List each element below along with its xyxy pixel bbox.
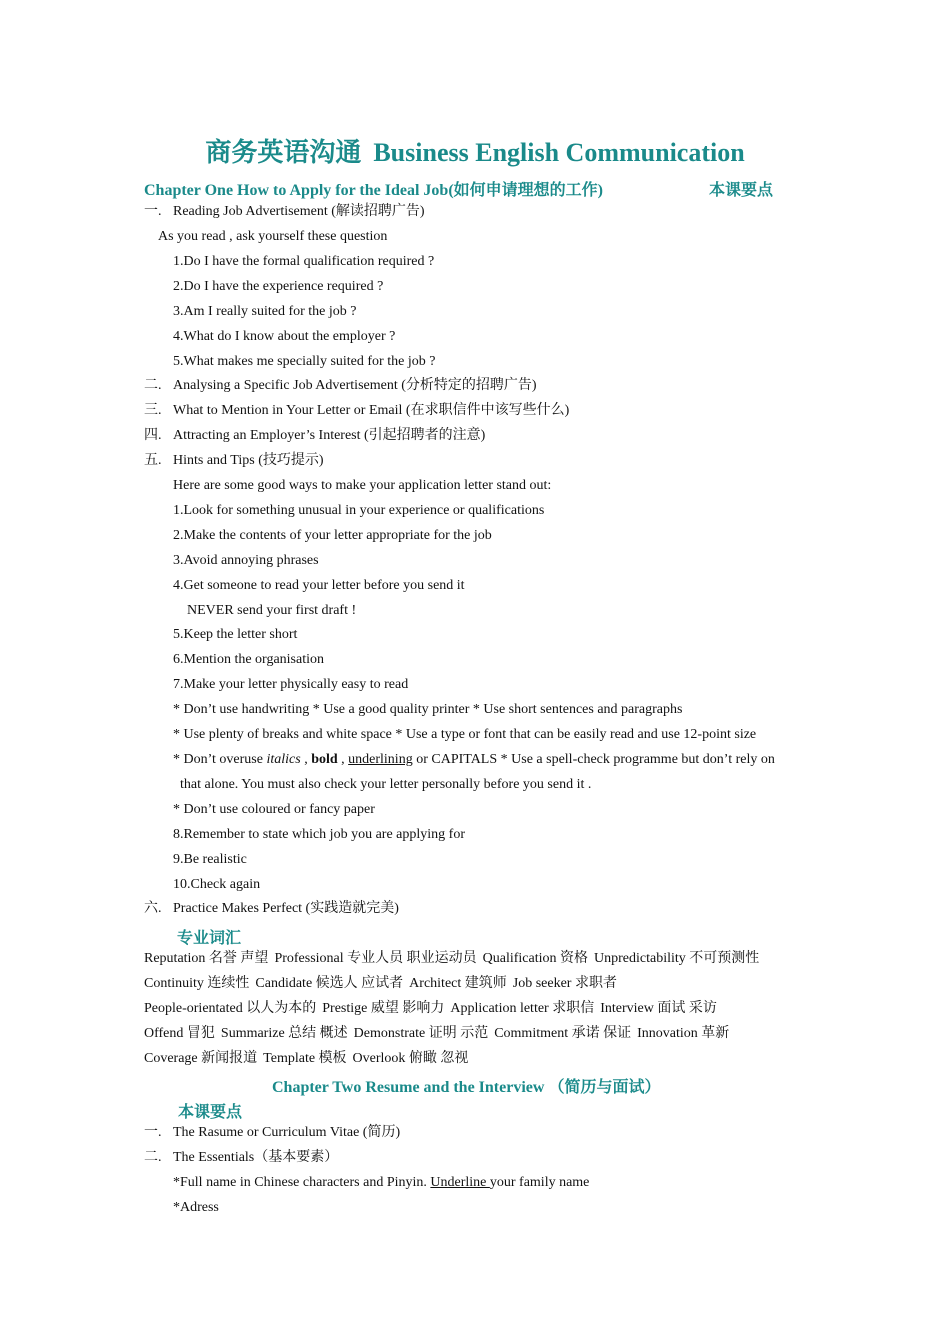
vocab-heading: 专业词汇: [177, 930, 242, 947]
tips-intro: Here are some good ways to make your application letter stand out:: [173, 478, 552, 493]
vocab-row: Offend 冒犯 Summarize 总结 概述 Demonstrate 证明 示范 Commitment 承诺 保证 Innovation 革新: [144, 1026, 730, 1041]
title-english: Business English Communication: [373, 138, 745, 167]
tip-item: 3.Avoid annoying phrases: [173, 553, 319, 568]
ch2-section-1: 一. The Rasume or Curriculum Vitae (简历): [144, 1125, 401, 1140]
tip-item: 2.Make the contents of your letter appropriate for the job: [173, 528, 492, 543]
tip-item: 10.Check again: [173, 877, 261, 892]
section-2: 二. Analysing a Specific Job Advertisement (分析特定的招聘广告): [144, 378, 537, 393]
title-chinese: 商务英语沟通: [205, 138, 362, 167]
tip-item: 5.Keep the letter short: [173, 627, 298, 642]
tip-item: 8.Remember to state which job you are applying for: [173, 827, 465, 842]
vocab-row: Coverage 新闻报道 Template 模板 Overlook 俯瞰 忽视: [144, 1051, 469, 1066]
tip-item: 9.Be realistic: [173, 852, 247, 867]
tip-item: 4.Get someone to read your letter before you send it: [173, 578, 465, 593]
essential-item: *Full name in Chinese characters and Pinyin. Underline your family name: [173, 1175, 590, 1190]
vocab-row: Continuity 连续性 Candidate 候选人 应试者 Architect 建筑师 Job seeker 求职者: [144, 976, 617, 991]
question-item: 3.Am I really suited for the job ?: [173, 304, 357, 319]
vocab-row: Reputation 名誉 声望 Professional 专业人员 职业运动员 Qualification 资格 Unpredictability 不可预测性: [144, 951, 760, 966]
tip-item: 6.Mention the organisation: [173, 652, 324, 667]
tip-note: NEVER send your first draft !: [187, 603, 357, 618]
question-item: 5.What makes me specially suited for the job ?: [173, 354, 436, 369]
section-1-intro: As you read , ask yourself these question: [158, 229, 388, 244]
section-5: 五. Hints and Tips (技巧提示): [144, 453, 324, 468]
question-item: 2.Do I have the experience required ?: [173, 279, 384, 294]
chapter-two-heading: Chapter Two Resume and the Interview （简历与面试）: [272, 1079, 661, 1096]
chapter-two-key-points: 本课要点: [178, 1104, 243, 1121]
page-title: [0, 132, 950, 169]
bullet-item: * Use plenty of breaks and white space * Use a type or font that can be easily read and use 12-point size: [173, 727, 757, 742]
tip-item: 7.Make your letter physically easy to read: [173, 677, 409, 692]
section-3: 三. What to Mention in Your Letter or Email (在求职信件中该写些什么): [144, 403, 570, 418]
bullet-item: * Don’t use handwriting * Use a good quality printer * Use short sentences and paragraphs: [173, 702, 683, 717]
chapter-one-key-points: 本课要点: [709, 182, 774, 199]
essential-item: *Adress: [173, 1200, 219, 1215]
section-1: 一. Reading Job Advertisement (解读招聘广告): [144, 204, 425, 219]
vocab-row: People-orientated 以人为本的 Prestige 威望 影响力 Application letter 求职信 Interview 面试 采访: [144, 1001, 717, 1016]
tip-item: 1.Look for something unusual in your experience or qualifications: [173, 503, 545, 518]
bullet-item: * Don’t overuse italics , bold , underlining or CAPITALS * Use a spell-check programme but don’t rely on: [173, 752, 775, 767]
section-4: 四. Attracting an Employer’s Interest (引起招聘者的注意): [144, 428, 486, 443]
question-item: 4.What do I know about the employer ?: [173, 329, 396, 344]
section-6: 六. Practice Makes Perfect (实践造就完美): [144, 901, 399, 916]
bullet-continuation: that alone. You must also check your letter personally before you send it .: [180, 777, 592, 792]
chapter-one-heading: Chapter One How to Apply for the Ideal Job(如何申请理想的工作): [144, 182, 603, 199]
question-item: 1.Do I have the formal qualification required ?: [173, 254, 435, 269]
bullet-item: * Don’t use coloured or fancy paper: [173, 802, 375, 817]
ch2-section-2: 二. The Essentials（基本要素）: [144, 1150, 339, 1165]
